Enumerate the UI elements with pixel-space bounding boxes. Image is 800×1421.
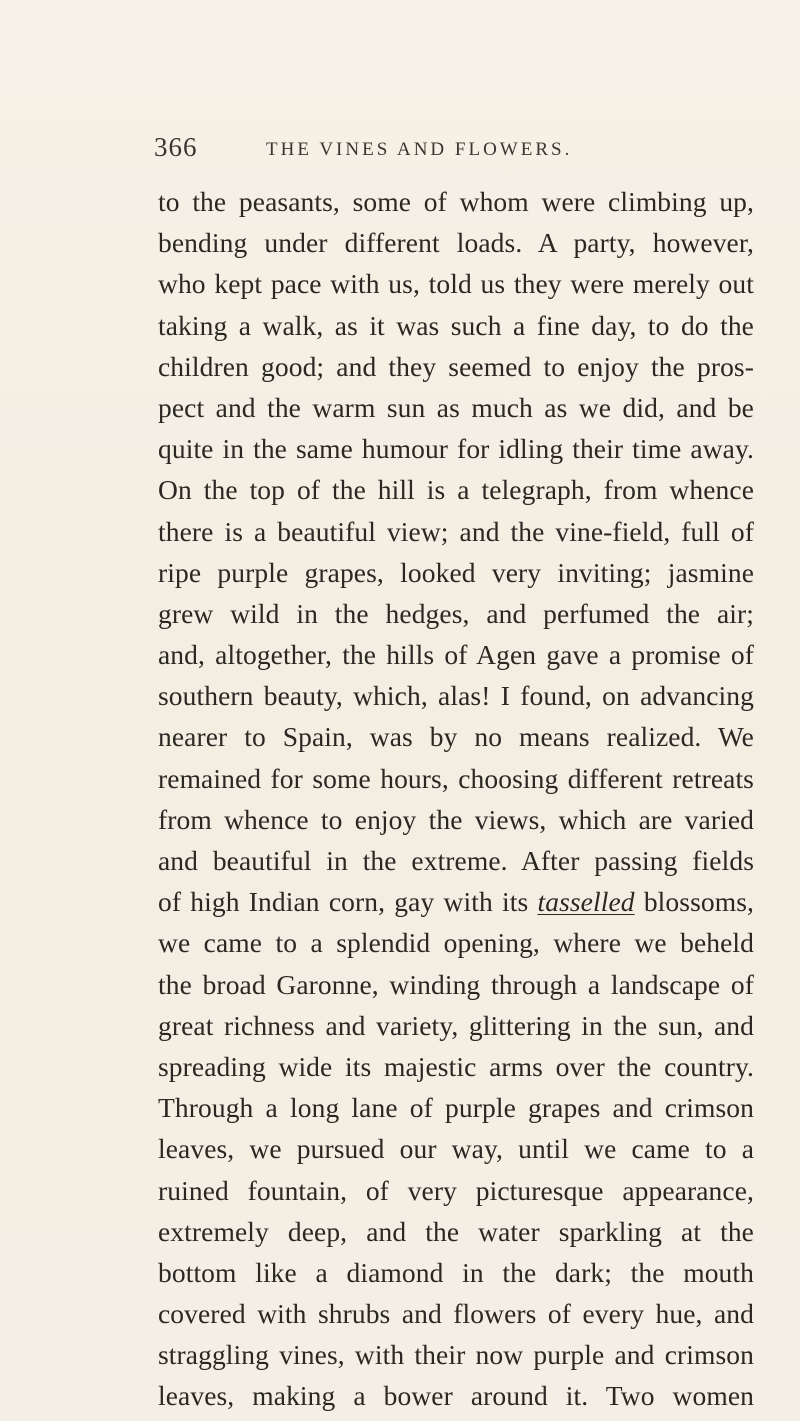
text-segment: of high Indian corn, gay with its <box>158 886 538 918</box>
text-line: bending under different loads. A party, however, <box>158 227 754 259</box>
text-line: from whence to enjoy the views, which are varied <box>158 803 754 835</box>
text-line: grew wild in the hedges, and perfumed the air; <box>158 597 754 629</box>
text-line: children good; and they seemed to enjoy the pros- <box>158 350 754 382</box>
text-line: leaves, we pursued our way, until we came to a <box>158 1133 754 1165</box>
text-line: the broad Garonne, winding through a landscape of <box>158 968 754 1000</box>
running-head <box>154 132 754 172</box>
text-line: taking a walk, as it was such a fine day, to do the <box>158 309 754 341</box>
text-line: who kept pace with us, told us they were merely out <box>158 268 754 300</box>
text-line: and beautiful in the extreme. After passing fields <box>158 845 754 876</box>
text-line: Through a long lane of purple grapes and crimson <box>158 1092 754 1124</box>
text-line: pect and the warm sun as much as we did, and be <box>158 391 754 423</box>
text-line: ruined fountain, of very picturesque appearance, <box>158 1174 754 1206</box>
text-line: leaves, making a bower around it. Two women <box>158 1380 754 1412</box>
text-line: nearer to Spain, was by no means realized. We <box>158 721 754 753</box>
page-number: 366 <box>154 132 198 162</box>
text-line: to the peasants, some of whom were climbing up, <box>158 186 754 217</box>
text-line: quite in the same humour for idling their time away. <box>158 433 754 465</box>
text-line: we came to a splendid opening, where we beheld <box>158 927 754 959</box>
text-line: straggling vines, with their now purple and crimson <box>158 1339 754 1371</box>
text-line: spreading wide its majestic arms over the country. <box>158 1050 754 1082</box>
text-line: ripe purple grapes, looked very inviting; jasmine <box>158 556 754 588</box>
text-segment: blossoms, <box>634 886 754 918</box>
body-text <box>158 181 754 1417</box>
text-line: extremely deep, and the water sparkling at the <box>158 1215 754 1247</box>
text-line: On the top of the hill is a telegraph, from whence <box>158 474 754 506</box>
text-line: southern beauty, which, alas! I found, on advancing <box>158 680 754 712</box>
italic-word: tasselled <box>537 886 635 918</box>
text-line: bottom like a diamond in the dark; the mouth <box>158 1256 754 1288</box>
text-line: there is a beautiful view; and the vine-field, full of <box>158 515 754 547</box>
text-line: and, altogether, the hills of Agen gave a promise of <box>158 639 754 671</box>
text-line: covered with shrubs and flowers of every hue, and <box>158 1298 754 1330</box>
text-line: remained for some hours, choosing different retreats <box>158 762 754 794</box>
text-line-with-italic <box>158 881 754 922</box>
running-title: THE VINES AND FLOWERS. <box>266 139 573 160</box>
text-line: great richness and variety, glittering in the sun, and <box>158 1009 754 1041</box>
